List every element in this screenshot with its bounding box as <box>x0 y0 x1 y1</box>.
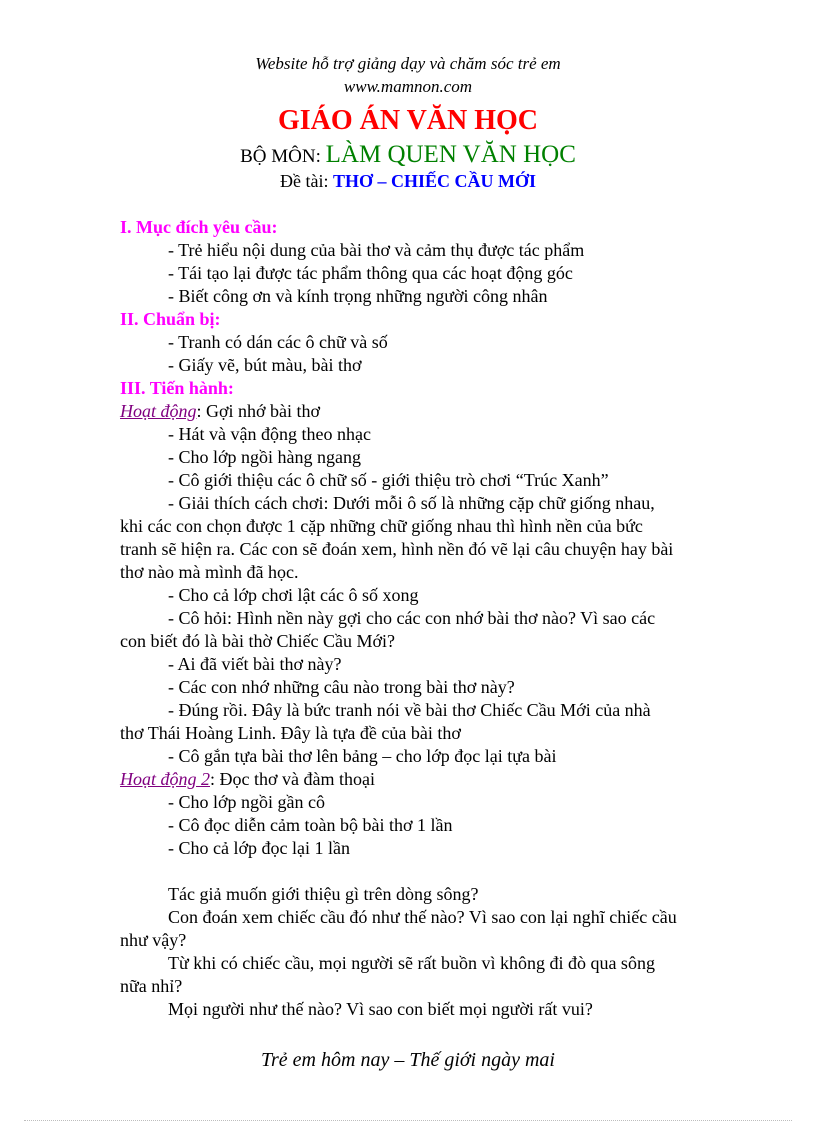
paragraph-line: thơ nào mà mình đã học. <box>120 562 299 582</box>
activity-1-title: : Gợi nhớ bài thơ <box>196 401 321 421</box>
question-line: Tác giả muốn giới thiệu gì trên dòng sông? <box>168 884 479 904</box>
paragraph-line: - Cho cả lớp đọc lại 1 lần <box>168 838 350 858</box>
question-line: nữa nhỉ? <box>120 976 183 996</box>
question-line: Mọi người như thế nào? Vì sao con biết mọi người rất vui? <box>168 999 593 1019</box>
activity-1-heading <box>120 400 320 422</box>
paragraph-line: - Cô gắn tựa bài thơ lên bảng – cho lớp đọc lại tựa bài <box>168 746 557 766</box>
paragraph-line: - Cô đọc diễn cảm toàn bộ bài thơ 1 lần <box>168 815 453 835</box>
paragraph-line: - Cho lớp ngồi hàng ngang <box>168 447 361 467</box>
paragraph-line: - Các con nhớ những câu nào trong bài thơ này? <box>168 677 515 697</box>
paragraph-line: - Cô giới thiệu các ô chữ số - giới thiệu trò chơi “Trúc Xanh” <box>168 470 609 490</box>
list-item: - Biết công ơn và kính trọng những người công nhân <box>168 286 548 306</box>
paragraph-line: con biết đó là bài thờ Chiếc Cầu Mới? <box>120 631 395 651</box>
paragraph-line: thơ Thái Hoàng Linh. Đây là tựa đề của bài thơ <box>120 723 461 743</box>
question-line: Con đoán xem chiếc cầu đó như thế nào? Vì sao con lại nghĩ chiếc cầu <box>168 907 677 927</box>
topic-value: THƠ – CHIẾC CẦU MỚI <box>332 171 536 191</box>
activity-2-title: : Đọc thơ và đàm thoại <box>210 769 375 789</box>
topic-line <box>0 170 816 192</box>
list-item: - Tranh có dán các ô chữ và số <box>168 332 388 352</box>
website-header: Website hỗ trợ giảng dạy và chăm sóc trẻ em <box>255 54 561 73</box>
page-title: GIÁO ÁN VĂN HỌC <box>277 105 539 136</box>
subject-label: BỘ MÔN: <box>240 146 326 167</box>
subject-value: LÀM QUEN VĂN HỌC <box>325 141 576 168</box>
paragraph-line: - Cô hỏi: Hình nền này gợi cho các con nhớ bài thơ nào? Vì sao các <box>168 608 656 628</box>
activity-1-label: Hoạt động <box>120 401 197 421</box>
subject-line <box>0 141 816 171</box>
section-heading-preparation: II. Chuẩn bị: <box>120 309 221 329</box>
question-line: như vậy? <box>120 930 187 950</box>
activity-2-heading <box>120 768 375 790</box>
paragraph-line: - Ai đã viết bài thơ này? <box>168 654 342 674</box>
activity-2-label: Hoạt động 2 <box>120 769 210 789</box>
question-line: Từ khi có chiếc cầu, mọi người sẽ rất buồn vì không đi đò qua sông <box>168 953 655 973</box>
list-item: - Tái tạo lại được tác phẩm thông qua các hoạt động góc <box>168 263 573 283</box>
list-item: - Giấy vẽ, bút màu, bài thơ <box>168 355 362 375</box>
page-bottom-rule <box>24 1120 792 1121</box>
topic-label: Đề tài: <box>280 171 333 191</box>
paragraph-line: - Hát và vận động theo nhạc <box>168 424 371 444</box>
paragraph-line: tranh sẽ hiện ra. Các con sẽ đoán xem, hình nền đó vẽ lại câu chuyện hay bài <box>120 539 674 559</box>
section-heading-goals: I. Mục đích yêu cầu: <box>120 217 278 237</box>
paragraph-line: khi các con chọn được 1 cặp những chữ giống nhau thì hình nền của bức <box>120 516 643 536</box>
list-item: - Trẻ hiểu nội dung của bài thơ và cảm thụ được tác phẩm <box>168 240 585 260</box>
paragraph-line: - Cho lớp ngồi gần cô <box>168 792 325 812</box>
website-url: www.mamnon.com <box>343 77 473 96</box>
paragraph-line: - Đúng rồi. Đây là bức tranh nói về bài thơ Chiếc Cầu Mới của nhà <box>168 700 651 720</box>
section-heading-procedure: III. Tiến hành: <box>120 378 234 398</box>
paragraph-line: - Giải thích cách chơi: Dưới mỗi ô số là những cặp chữ giống nhau, <box>168 493 655 513</box>
page-footer: Trẻ em hôm nay – Thế giới ngày mai <box>261 1049 555 1071</box>
paragraph-line: - Cho cả lớp chơi lật các ô số xong <box>168 585 419 605</box>
